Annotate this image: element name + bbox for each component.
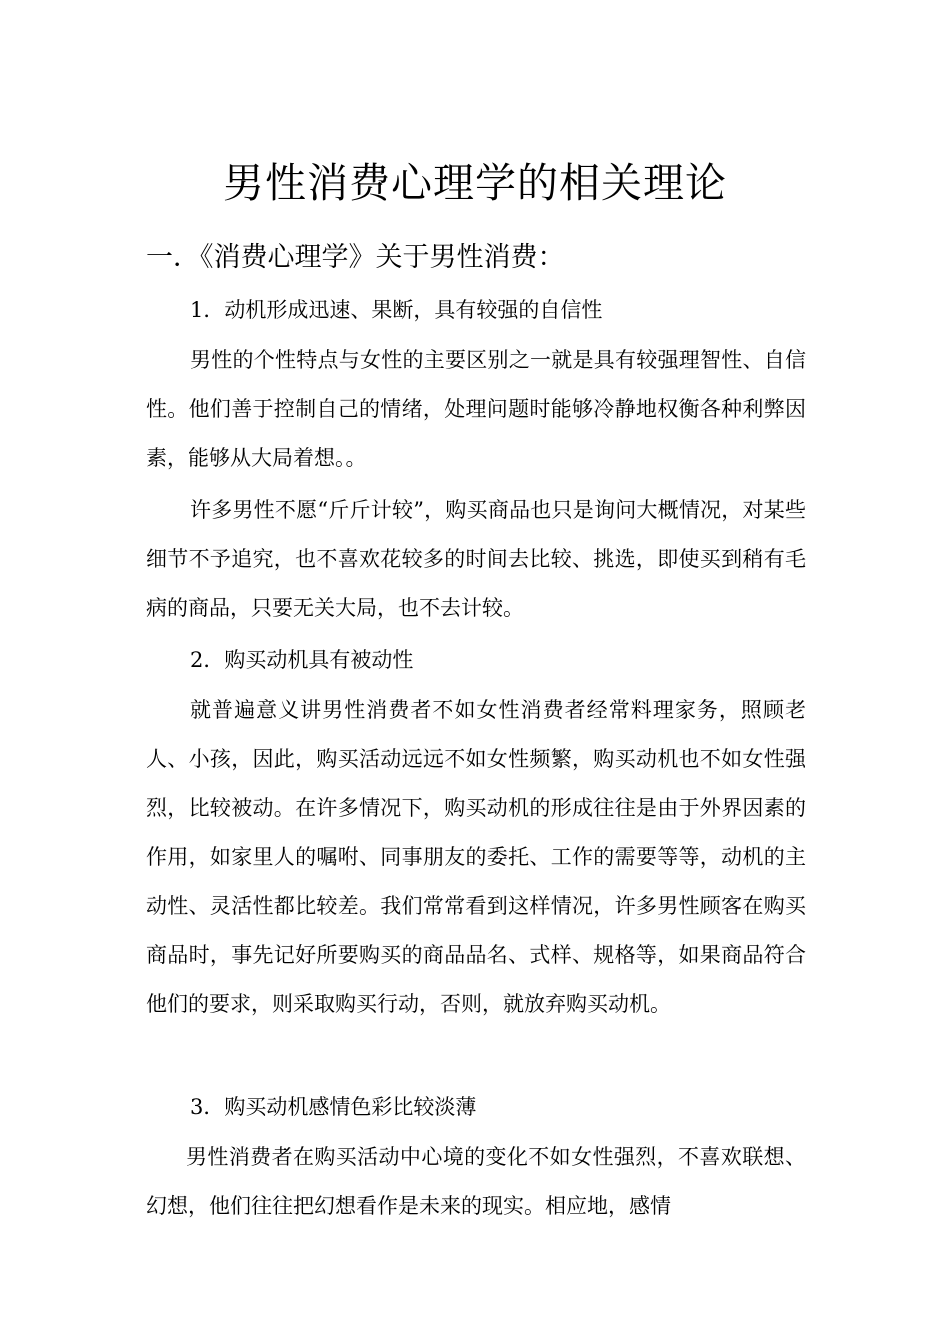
paragraph-1-2: 许多男性不愿“斤斤计较”，购买商品也只是询问大概情况，对某些细节不予追究，也不喜欢花较多的时间去比较、挑选，即使买到稍有毛病的商品，只要无关大局，也不去计较。 [146,498,806,620]
paragraph-1-1: 男性的个性特点与女性的主要区别之一就是具有较强理智性、自信性。他们善于控制自己的情绪，处理问题时能够冷静地权衡各种利弊因素，能够从大局着想。。 [146,348,806,470]
paragraph-3-1: 男性消费者在购买活动中心境的变化不如女性强烈，不喜欢联想、幻想，他们往往把幻想看作是未来的现实。相应地，感情 [146,1145,806,1218]
subheading-2: 2．购买动机具有被动性 [190,648,414,672]
subheading-3: 3．购买动机感情色彩比较淡薄 [190,1095,477,1119]
section-heading: 一．《消费心理学》关于男性消费： [146,242,565,273]
subheading-1: 1．动机形成迅速、果断，具有较强的自信性 [190,298,603,322]
document-title: 男性消费心理学的相关理论 [223,159,727,207]
paragraph-2-1: 就普遍意义讲男性消费者不如女性消费者经常料理家务，照顾老人、小孩，因此，购买活动远远不如女性频繁，购买动机也不如女性强烈，比较被动。在许多情况下，购买动机的形成往往是由于外界因素的作用，如家里人的嘱咐、同事朋友的委托、工作的需要等等，动机的主动性、灵活性都比较差。我们常常看到这样情况，许多男性顾客在购买商品时，事先记好所要购买的商品品名、式样、规格等，如果商品符合他们的要求，则采取购买行动，否则，就放弃购买动机。 [146,698,806,1016]
